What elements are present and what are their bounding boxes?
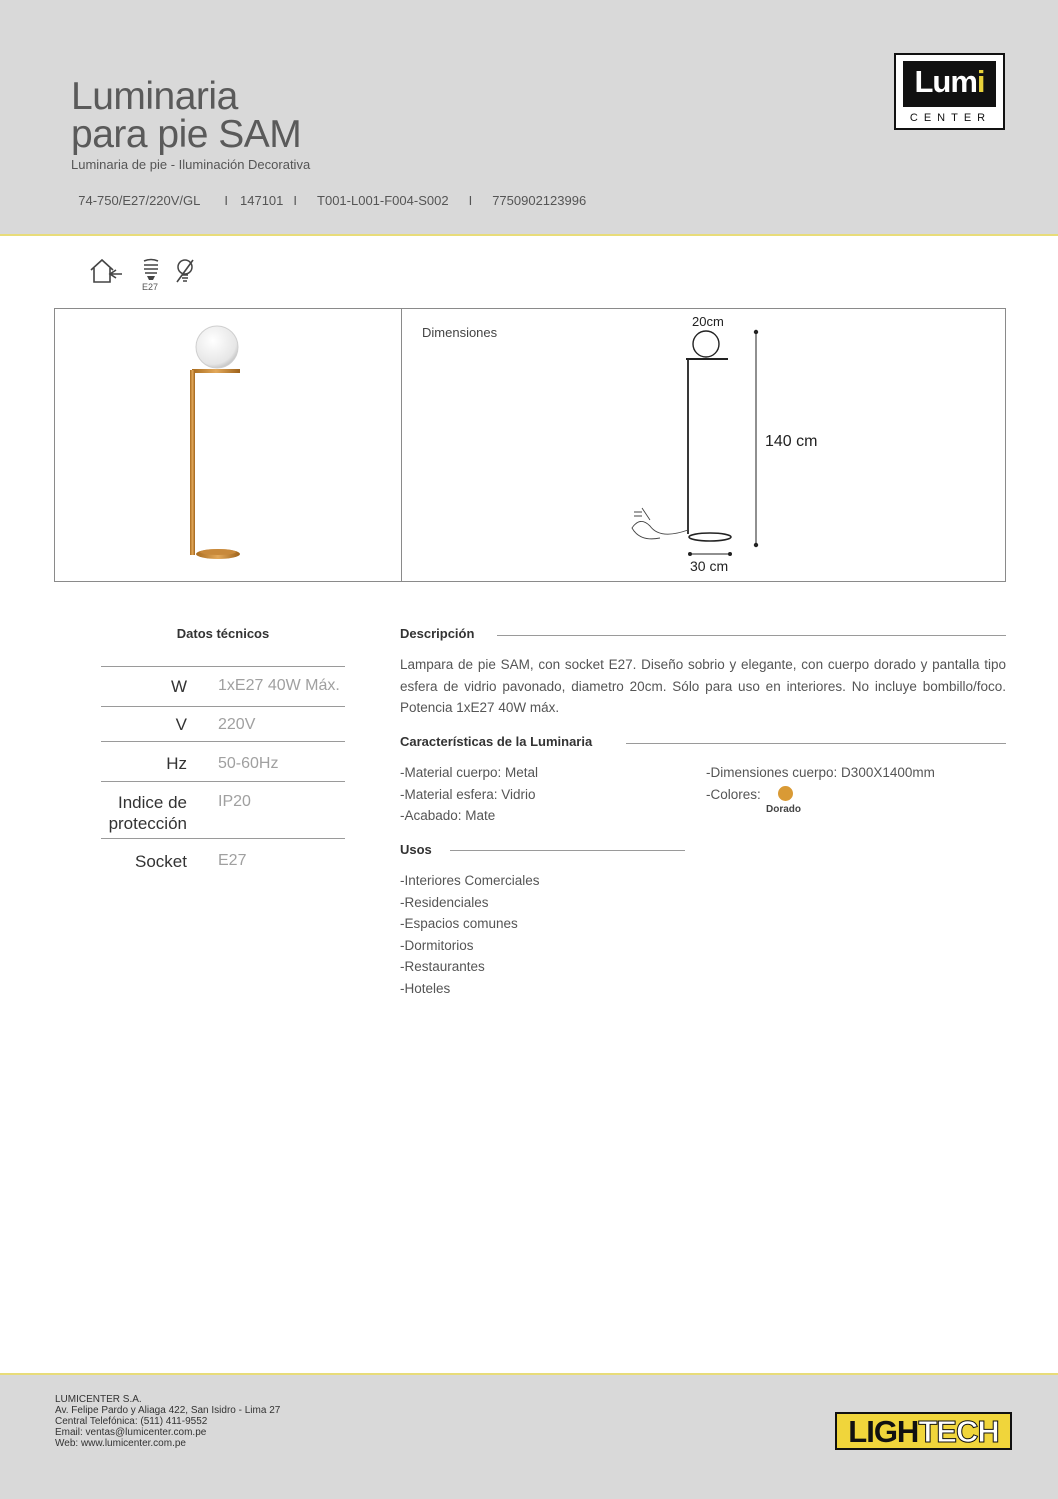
page-title-line2: para pie SAM [71,113,302,156]
company-phone: Central Telefónica: (511) 411-9552 [55,1416,208,1427]
product-code: 74-750/E27/220V/GL [78,193,201,208]
tech-row [101,706,345,742]
features-title: Características de la Luminaria [400,734,604,749]
list-item: -Dimensiones cuerpo: D300X1400mm [706,765,935,780]
list-item: -Colores: [706,786,761,802]
separator: I [468,193,473,208]
dimension-height: 140 cm [765,433,818,450]
company-name: LUMICENTER S.A. [55,1394,142,1405]
lightech-light: LIGH [848,1414,919,1449]
lightech-logo [835,1412,1012,1450]
company-address: Av. Felipe Pardo y Aliaga 422, San Isidro - Lima 27 [55,1405,281,1416]
color-name: Dorado [766,804,801,815]
dimension-top: 20cm [692,314,724,329]
page-subtitle: Luminaria de pie - Iluminación Decorativa [71,157,311,172]
dimensions-label: Dimensiones [422,325,498,340]
product-codes [71,178,586,208]
lumicenter-logo [894,53,1005,130]
description-title: Descripción [400,626,486,641]
page-title-line1: Luminaria [71,75,238,118]
panel-divider [401,308,402,582]
list-item: -Material cuerpo: Metal [400,765,539,780]
no-bulb-included-icon [174,257,196,285]
section-rule [626,743,1006,744]
logo-subtitle: CENTER [909,112,992,124]
company-web: Web: www.lumicenter.com.pe [55,1438,186,1449]
dimension-base: 30 cm [690,558,729,574]
description-text: Lampara de pie SAM, con socket E27. Diseño sobrio y elegante, con cuerpo dorado y pantalla tipo esfera de vidrio pavonado, diametro 20cm. Sólo para uso en interiores. No incluye bombillo/foco. Potencia 1xE27 40W máx. [400,657,1006,715]
section-rule [450,850,685,851]
tech-key: Hz [166,754,187,773]
usos-list [400,870,540,999]
tech-value: IP20 [218,793,251,810]
floor-lamp-photo [150,318,280,568]
list-item: -Acabado: Mate [400,808,496,823]
tech-value: 220V [218,716,256,733]
tech-key: W [170,677,187,696]
list-item: -Restaurantes [400,959,485,974]
company-email: Email: ventas@lumicenter.com.pe [55,1427,207,1438]
tech-key: Indice de protección [108,793,187,833]
tech-data-title: Datos técnicos [176,626,270,641]
features-list-left [400,762,538,827]
tech-value: 1xE27 40W Máx. [218,677,340,694]
lightech-tech: TECH [918,1414,999,1449]
usos-title: Usos [400,842,444,857]
section-rule [497,635,1006,636]
list-item: -Espacios comunes [400,916,518,931]
features-list-right [706,762,935,805]
tech-row [101,838,345,879]
tech-row [101,781,345,839]
product-ref: T001-L001-F004-S002 [317,193,449,208]
logo-word: Lum [914,64,977,99]
footer-contact [55,1394,280,1449]
separator: I [224,193,229,208]
logo-letter-i: i [976,64,985,99]
list-item: -Hoteles [400,980,451,996]
color-swatch [778,786,793,801]
e27-bulb-icon [141,258,161,282]
list-item: -Dormitorios [400,937,474,953]
tech-row [101,666,345,707]
dimension-drawing [620,316,780,576]
tech-row [101,741,345,782]
tech-key: V [175,715,187,734]
indoor-house-icon [88,256,126,286]
list-item: -Interiores Comerciales [400,873,540,888]
product-barcode: 7750902123996 [492,193,587,208]
tech-value: E27 [218,852,247,869]
tech-key: Socket [135,852,187,871]
e27-icon-label: E27 [142,282,159,292]
separator: I [293,193,298,208]
tech-value: 50-60Hz [218,755,279,772]
list-item: -Material esfera: Vidrio [400,786,536,802]
product-id: 147101 [240,193,284,208]
list-item: -Residenciales [400,894,489,910]
